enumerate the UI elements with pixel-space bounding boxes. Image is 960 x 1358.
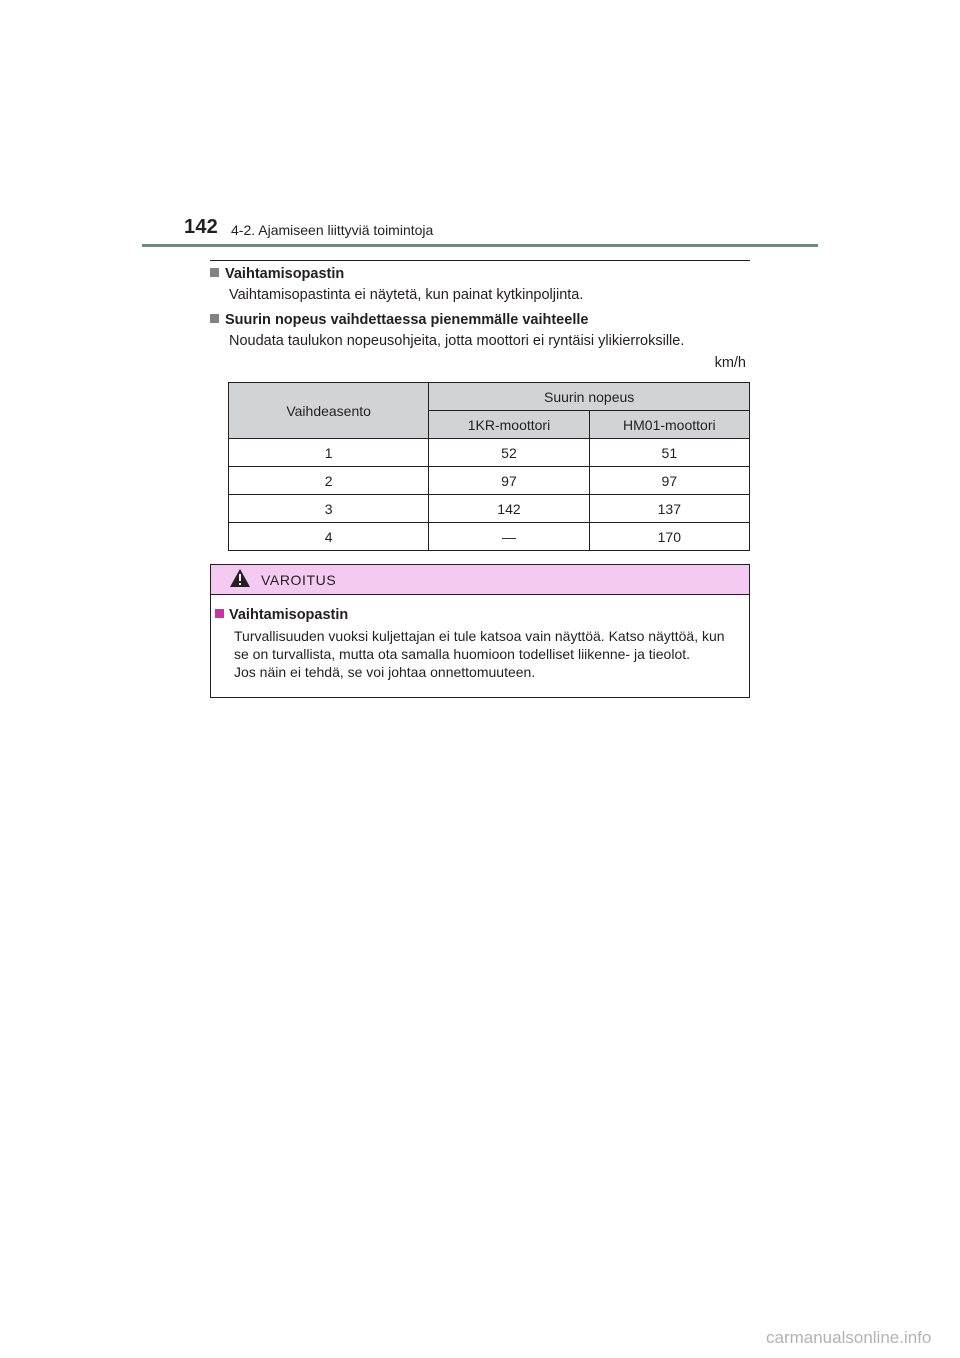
page-number: 142 <box>184 216 218 238</box>
table-row <box>229 439 750 467</box>
header-rule <box>142 244 818 247</box>
table-cell: 97 <box>429 467 589 495</box>
table-cell: 3 <box>229 495 429 523</box>
table-row <box>229 495 750 523</box>
item-shift-indicator <box>210 266 583 303</box>
item-heading: Vaihtamisopastin <box>225 266 345 282</box>
unit-label: km/h <box>714 355 746 371</box>
warning-line: Turvallisuuden vuoksi kuljettajan ei tule katsoa vain näyttöä. Katso näyttöä, kun <box>234 628 725 644</box>
table-cell: 137 <box>589 495 749 523</box>
table-cell: 4 <box>229 523 429 551</box>
warning-triangle-icon <box>229 568 251 588</box>
table-header-max-speed: Suurin nopeus <box>429 383 750 411</box>
table-cell: 170 <box>589 523 749 551</box>
divider <box>210 260 750 261</box>
item-heading: Suurin nopeus vaihdettaessa pienemmälle vaihteelle <box>225 312 589 328</box>
table-header-gear: Vaihdeasento <box>229 383 429 439</box>
warning-header <box>211 565 749 595</box>
item-body: Vaihtamisopastinta ei näytetä, kun painat kytkinpoljinta. <box>229 287 584 303</box>
table-cell: 52 <box>429 439 589 467</box>
table-row <box>229 523 750 551</box>
table-cell: 142 <box>429 495 589 523</box>
table-cell: 2 <box>229 467 429 495</box>
speed-table <box>228 382 750 551</box>
table-cell: 97 <box>589 467 749 495</box>
table-header-1kr: 1KR-moottori <box>429 411 589 439</box>
square-bullet-icon <box>210 314 219 323</box>
warning-heading: Vaihtamisopastin <box>229 607 349 623</box>
table-cell: — <box>429 523 589 551</box>
table-cell: 1 <box>229 439 429 467</box>
item-max-speed <box>210 312 684 349</box>
table-row <box>229 467 750 495</box>
square-bullet-icon <box>215 609 224 618</box>
warning-line: Jos näin ei tehdä, se voi johtaa onnettomuuteen. <box>234 664 536 680</box>
table-header-hm01: HM01-moottori <box>589 411 749 439</box>
warning-label: VAROITUS <box>261 572 337 588</box>
warning-line: se on turvallista, mutta ota samalla huomioon todelliset liikenne- ja tieolot. <box>234 646 691 662</box>
item-body: Noudata taulukon nopeusohjeita, jotta moottori ei ryntäisi ylikierroksille. <box>229 333 685 349</box>
section-title: 4-2. Ajamiseen liittyviä toimintoja <box>231 222 434 238</box>
table-cell: 51 <box>589 439 749 467</box>
square-bullet-icon <box>210 268 219 277</box>
watermark: carmanualsonline.info <box>766 1328 932 1347</box>
warning-body <box>234 627 745 681</box>
warning-box <box>210 564 750 698</box>
warning-item <box>215 607 745 681</box>
